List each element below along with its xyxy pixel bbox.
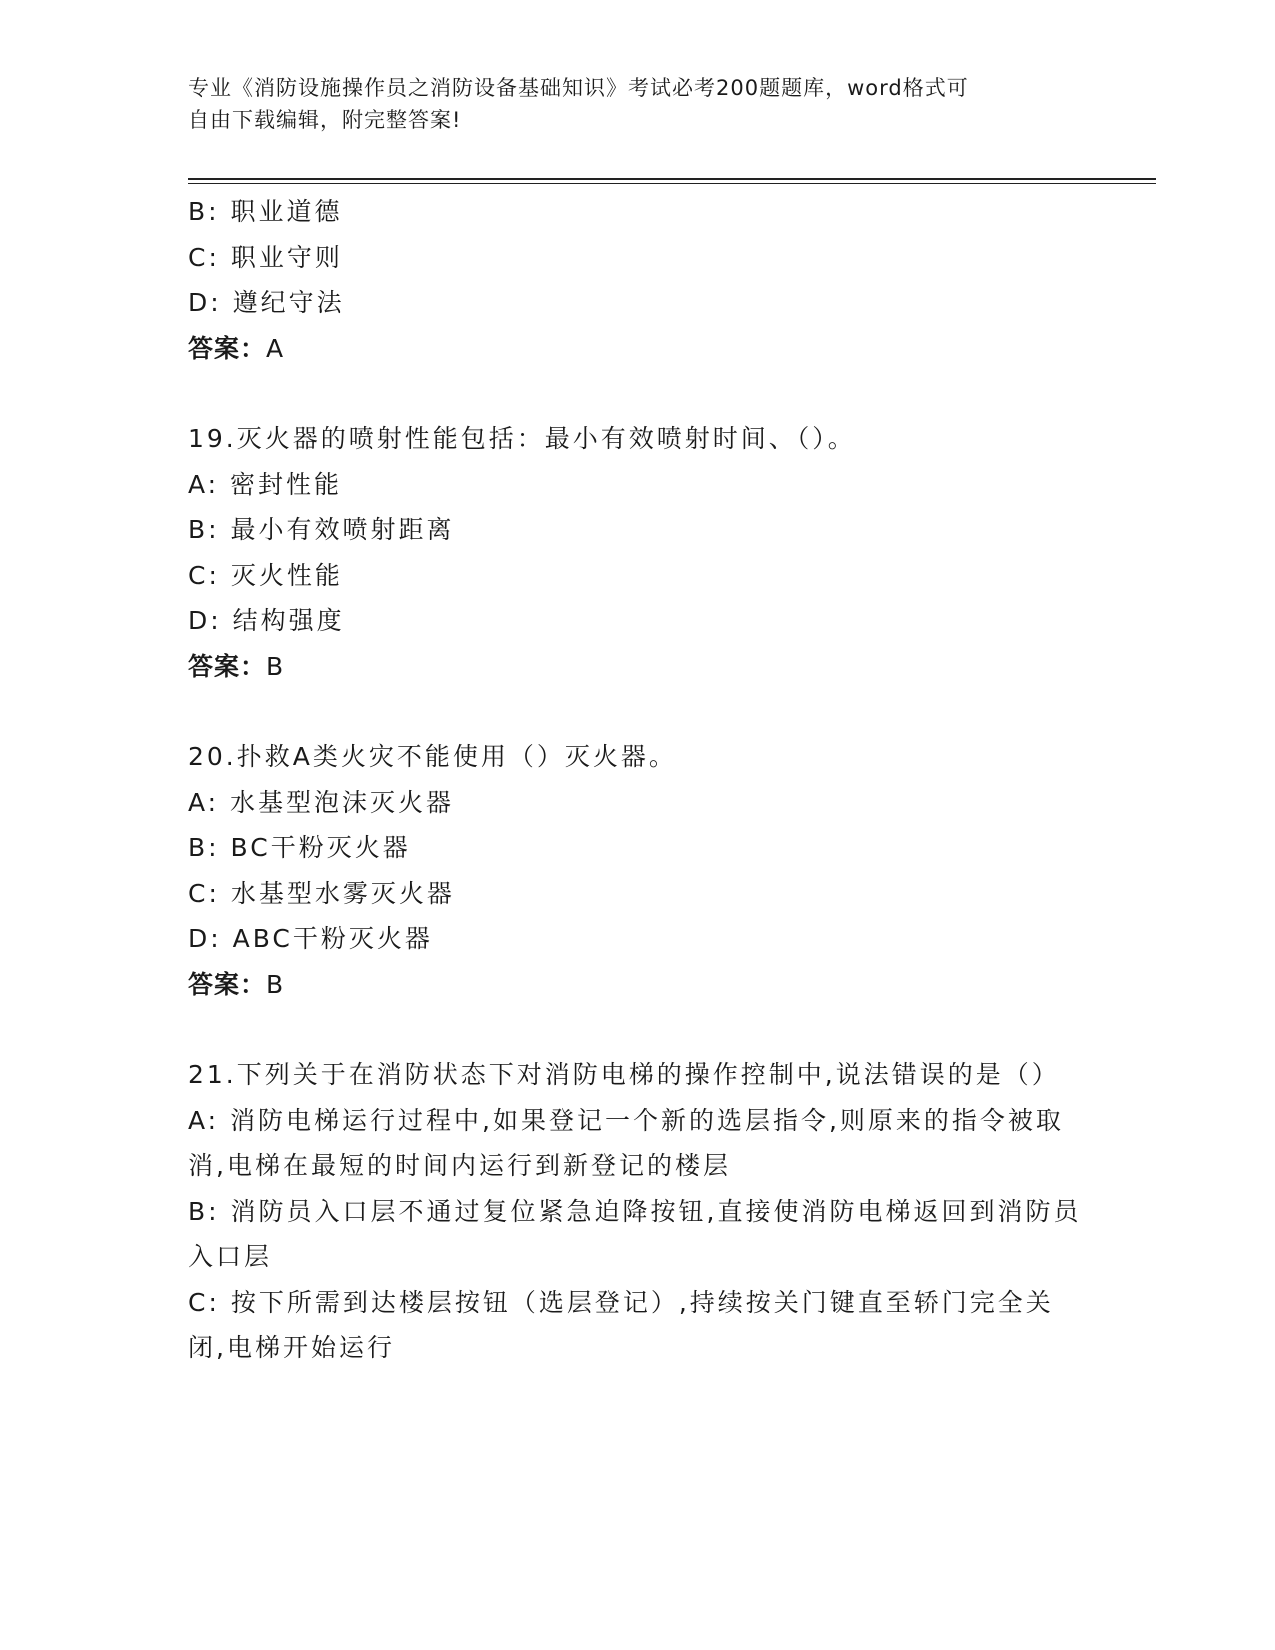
question-19 xyxy=(188,416,1088,689)
header-line-1: 专业《消防设施操作员之消防设备基础知识》考试必考200题题库，word格式可 xyxy=(188,76,969,100)
question-list xyxy=(188,189,1088,1371)
option-b: B: BC干粉灭火器 xyxy=(188,833,411,862)
option-b: B: 最小有效喷射距离 xyxy=(188,515,455,544)
option-d: D: ABC干粉灭火器 xyxy=(188,924,433,953)
option-c: C: 按下所需到达楼层按钮（选层登记）,持续按关门键直至轿门完全关闭,电梯开始运行 xyxy=(188,1287,1054,1362)
option-c: C: 职业守则 xyxy=(188,242,343,272)
question-stem: 19.灭火器的喷射性能包括：最小有效喷射时间、（）。 xyxy=(188,424,856,453)
document-header xyxy=(188,72,1068,136)
answer-label: 答案： xyxy=(188,333,267,363)
option-a: A: 密封性能 xyxy=(188,469,343,499)
option-d: D: 结构强度 xyxy=(188,606,345,635)
answer xyxy=(188,644,1088,690)
answer-value: A xyxy=(266,333,287,363)
answer-value: B xyxy=(266,969,287,999)
answer-label: 答案： xyxy=(188,651,267,681)
header-divider-thick xyxy=(188,178,1156,180)
option-d: D: 遵纪守法 xyxy=(188,288,345,317)
option-b: B: 职业道德 xyxy=(188,197,343,226)
question-stem: 20.扑救A类火灾不能使用（）灭火器。 xyxy=(188,742,677,771)
option-c: C: 灭火性能 xyxy=(188,560,343,590)
answer xyxy=(188,326,1088,372)
question-20 xyxy=(188,734,1088,1007)
option-a: A: 消防电梯运行过程中,如果登记一个新的选层指令,则原来的指令被取消,电梯在最短的时间内运行到新登记的楼层 xyxy=(188,1105,1064,1180)
header-divider-thin xyxy=(188,183,1156,184)
question-18-partial xyxy=(188,189,1088,371)
header-line-2: 自由下载编辑，附完整答案! xyxy=(188,108,462,132)
answer xyxy=(188,962,1088,1008)
option-b: B: 消防员入口层不通过复位紧急迫降按钮,直接使消防电梯返回到消防员入口层 xyxy=(188,1196,1082,1271)
question-stem: 21.下列关于在消防状态下对消防电梯的操作控制中,说法错误的是（） xyxy=(188,1060,1060,1089)
option-a: A: 水基型泡沫灭火器 xyxy=(188,787,455,817)
option-c: C: 水基型水雾灭火器 xyxy=(188,878,455,908)
answer-label: 答案： xyxy=(188,969,267,999)
question-21 xyxy=(188,1052,1088,1371)
answer-value: B xyxy=(266,651,287,681)
